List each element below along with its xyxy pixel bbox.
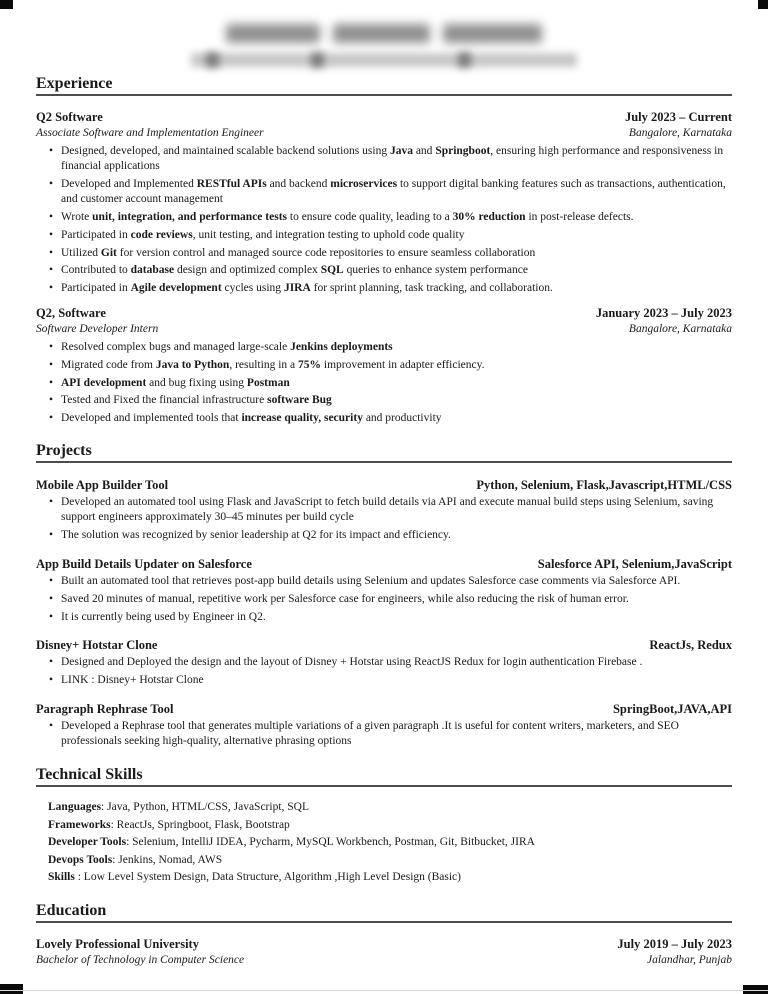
text-run: in post-release defects. — [525, 210, 634, 223]
redacted-name-word — [226, 24, 320, 43]
project-tech-stack: SpringBoot,JAVA,API — [612, 701, 732, 716]
bullet-item — [61, 263, 732, 278]
bullet-list — [36, 655, 732, 688]
project-entry — [36, 556, 732, 625]
project-tech-stack: Python, Selenium, Flask,Javascript,HTML/CSS — [476, 477, 732, 492]
bullet-item — [61, 673, 732, 688]
text-run: to support digital banking features such as transactions, authentication, and customer account management — [61, 177, 726, 206]
text-run: cycles using — [221, 282, 284, 295]
bold-text-run: Postman — [246, 376, 290, 389]
redacted-contact-line — [0, 53, 768, 67]
corner-mark-bottom-left-icon — [0, 984, 23, 994]
text-run: , unit testing, and integration testing to uphold code quality — [192, 228, 465, 241]
redacted-name — [0, 24, 768, 43]
project-entry — [36, 477, 732, 544]
contact-icon — [206, 52, 219, 68]
text-run: Utilized — [61, 246, 101, 259]
text-run: Developed an automated tool using Flask and JavaScript to fetch build details via API and execute manual build steps using Selenium, saving support engineers approximately 30–45 minutes per build cycle — [61, 496, 714, 524]
bullet-item — [61, 177, 732, 208]
bold-text-run: Languages — [48, 800, 102, 813]
bullet-item — [61, 719, 732, 750]
contact-icon — [311, 52, 324, 68]
redacted-name-word — [443, 24, 542, 43]
bullet-item — [61, 246, 732, 261]
entry-heading-row — [36, 477, 732, 493]
text-run: It is currently being used by Engineer in Q2. — [61, 610, 266, 623]
bullet-list — [36, 144, 732, 297]
bullet-item — [61, 340, 732, 355]
bullet-item — [61, 210, 732, 225]
location: Bangalore, Karnataka — [628, 323, 732, 336]
project-title: App Build Details Updater on Salesforce — [36, 556, 252, 571]
page-bottom-edge-line — [0, 990, 768, 991]
entry-heading-row — [36, 701, 732, 717]
bold-text-run: Jenkins deployments — [290, 340, 393, 353]
text-run: Tested and Fixed the financial infrastructure — [61, 394, 268, 407]
bold-text-run: Agile development — [130, 282, 222, 295]
bold-text-run: 30% reduction — [452, 210, 526, 223]
bold-text-run: code reviews — [130, 228, 193, 241]
bullet-list — [36, 574, 732, 625]
bold-text-run: Developer Tools — [48, 836, 127, 849]
bullet-item — [61, 228, 732, 243]
text-run: Participated in — [61, 282, 131, 295]
section-title-education: Education — [36, 901, 732, 923]
date-range: July 2019 – July 2023 — [617, 937, 732, 952]
resume-body — [0, 74, 768, 968]
text-run: and backend — [266, 177, 331, 190]
text-run: Migrated code from — [61, 358, 156, 371]
text-run: : Java, Python, HTML/CSS, JavaScript, SQL — [101, 800, 310, 813]
project-title: Paragraph Rephrase Tool — [36, 701, 174, 716]
text-run: Built an automated tool that retrieves post-app build details using Selenium and updates Salesforce case comments via Salesforce API. — [61, 575, 681, 588]
text-run: The solution was recognized by senior leadership at Q2 for its impact and efficiency. — [61, 529, 451, 542]
company-name: Q2, Software — [36, 306, 106, 321]
location: Jalandhar, Punjab — [647, 954, 732, 967]
section-projects — [36, 441, 732, 749]
text-run: Contributed to — [61, 264, 131, 277]
project-title: Mobile App Builder Tool — [36, 477, 169, 492]
text-run: Developed a Rephrase tool that generates multiple variations of a given paragraph .It is useful for content writers, marketers, and SEO professionals seeking high-quality, alternative phrasing options — [61, 720, 679, 748]
bold-text-run: JIRA — [283, 282, 311, 295]
redacted-contact-bar — [191, 53, 577, 67]
skills-list — [36, 800, 732, 886]
section-technical-skills — [36, 765, 732, 886]
skill-line — [48, 853, 732, 869]
location: Bangalore, Karnataka — [628, 127, 732, 140]
text-run: Designed, developed, and maintained scalable backend solutions using — [61, 144, 390, 157]
redacted-name-word — [333, 24, 430, 43]
section-title-technical-skills: Technical Skills — [36, 765, 732, 787]
text-run: , resulting in a — [229, 358, 298, 371]
corner-mark-top-left-icon — [0, 0, 13, 9]
bold-text-run: SQL — [320, 264, 344, 277]
experience-entries — [36, 109, 732, 426]
date-range: July 2023 – Current — [624, 110, 732, 125]
resume-entry — [36, 305, 732, 426]
resume-entry — [36, 109, 732, 296]
entry-heading-row — [36, 305, 732, 321]
entry-subheading-row — [36, 953, 732, 968]
entry-heading-row — [36, 109, 732, 125]
bold-text-run: database — [130, 264, 175, 277]
entry-subheading-row — [36, 126, 732, 141]
text-run: , ensuring high performance and responsiveness in financial applications — [61, 144, 724, 173]
bullet-item — [61, 281, 732, 296]
bold-text-run: Skills — [48, 871, 75, 884]
text-run: : Low Level System Design, Data Structure, Algorithm ,High Level Design (Basic) — [74, 871, 461, 884]
text-run: : Selenium, IntelliJ IDEA, Pycharm, MySQL Workbench, Postman, Git, Bitbucket, JIRA — [126, 836, 535, 849]
company-name: Q2 Software — [36, 110, 103, 125]
text-run: Participated in — [61, 228, 131, 241]
date-range: January 2023 – July 2023 — [595, 306, 732, 321]
text-run: Resolved complex bugs and managed large-scale — [61, 340, 291, 353]
skill-line — [48, 835, 732, 851]
bold-text-run: Git — [100, 246, 117, 259]
skill-line — [48, 818, 732, 834]
bold-text-run: API development — [61, 376, 147, 389]
bold-text-run: software Bug — [267, 394, 332, 407]
bullet-item — [61, 655, 732, 670]
project-entries — [36, 477, 732, 750]
text-run: and bug fixing using — [146, 376, 247, 389]
company-name: Lovely Professional University — [36, 937, 199, 952]
section-title-projects: Projects — [36, 441, 732, 463]
bullet-list — [36, 340, 732, 426]
bold-text-run: Java to Python — [155, 358, 230, 371]
text-run: and — [412, 144, 436, 157]
project-title: Disney+ Hotstar Clone — [36, 637, 158, 652]
skill-line — [48, 800, 732, 816]
text-run: to ensure code quality, leading to a — [287, 210, 453, 223]
bold-text-run: unit, integration, and performance tests — [92, 210, 287, 223]
bullet-item — [61, 592, 732, 607]
project-entry — [36, 701, 732, 750]
text-run: Wrote — [61, 210, 93, 223]
bold-text-run: Java — [389, 144, 413, 157]
resume-header — [0, 24, 768, 67]
skill-line — [48, 870, 732, 886]
bullet-list — [36, 719, 732, 750]
bold-text-run: Devops Tools — [48, 853, 113, 866]
text-run: design and optimized complex — [174, 264, 321, 277]
project-tech-stack: Salesforce API, Selenium,JavaScript — [537, 556, 732, 571]
role-title: Associate Software and Implementation Engineer — [36, 127, 264, 140]
contact-icon — [458, 52, 471, 68]
corner-mark-top-right-icon — [758, 0, 768, 9]
text-run: for version control and managed source code repositories to ensure seamless collaboration — [116, 246, 536, 259]
text-run: and productivity — [362, 412, 442, 425]
bold-text-run: Springboot — [435, 144, 491, 157]
bullet-item — [61, 376, 732, 391]
text-run: Developed and Implemented — [61, 177, 197, 190]
project-entry — [36, 637, 732, 689]
bold-text-run: 75% — [298, 358, 321, 371]
bullet-item — [61, 358, 732, 373]
entry-subheading-row — [36, 322, 732, 337]
bold-text-run: increase quality, security — [241, 412, 363, 425]
text-run: for sprint planning, task tracking, and collaboration. — [310, 282, 553, 295]
bullet-list — [36, 495, 732, 543]
bullet-item — [61, 610, 732, 625]
project-link[interactable]: Disney+ Hotstar Clone — [97, 674, 204, 687]
bullet-item — [61, 528, 732, 543]
bullet-item — [61, 393, 732, 408]
section-experience — [36, 74, 732, 426]
text-run: : Jenkins, Nomad, AWS — [112, 853, 223, 866]
resume-entry — [36, 936, 732, 968]
entry-heading-row — [36, 936, 732, 952]
education-entries — [36, 936, 732, 968]
bullet-item — [61, 495, 732, 526]
text-run: Saved 20 minutes of manual, repetitive work per Salesforce case for engineers, while also reducing the risk of human error. — [61, 592, 629, 605]
entry-heading-row — [36, 637, 732, 653]
section-title-experience: Experience — [36, 74, 732, 96]
text-run: Developed and implemented tools that — [61, 412, 242, 425]
text-run: improvement in adapter efficiency. — [321, 358, 485, 371]
text-run: queries to enhance system performance — [343, 264, 528, 277]
bullet-item — [61, 411, 732, 426]
text-run: : ReactJs, Springboot, Flask, Bootstrap — [110, 818, 290, 831]
bold-text-run: Frameworks — [48, 818, 111, 831]
bold-text-run: RESTful APIs — [196, 177, 267, 190]
project-tech-stack: ReactJs, Redux — [649, 637, 732, 652]
text-run: Designed and Deployed the design and the layout of Disney + Hotstar using ReactJS Redux for login authentication Firebase . — [61, 656, 643, 669]
role-title: Software Developer Intern — [36, 323, 159, 336]
text-run: LINK : — [61, 674, 98, 687]
bold-text-run: microservices — [330, 177, 398, 190]
bullet-item — [61, 144, 732, 175]
bullet-item — [61, 574, 732, 589]
entry-heading-row — [36, 556, 732, 572]
section-education — [36, 901, 732, 968]
role-title: Bachelor of Technology in Computer Science — [36, 954, 245, 967]
